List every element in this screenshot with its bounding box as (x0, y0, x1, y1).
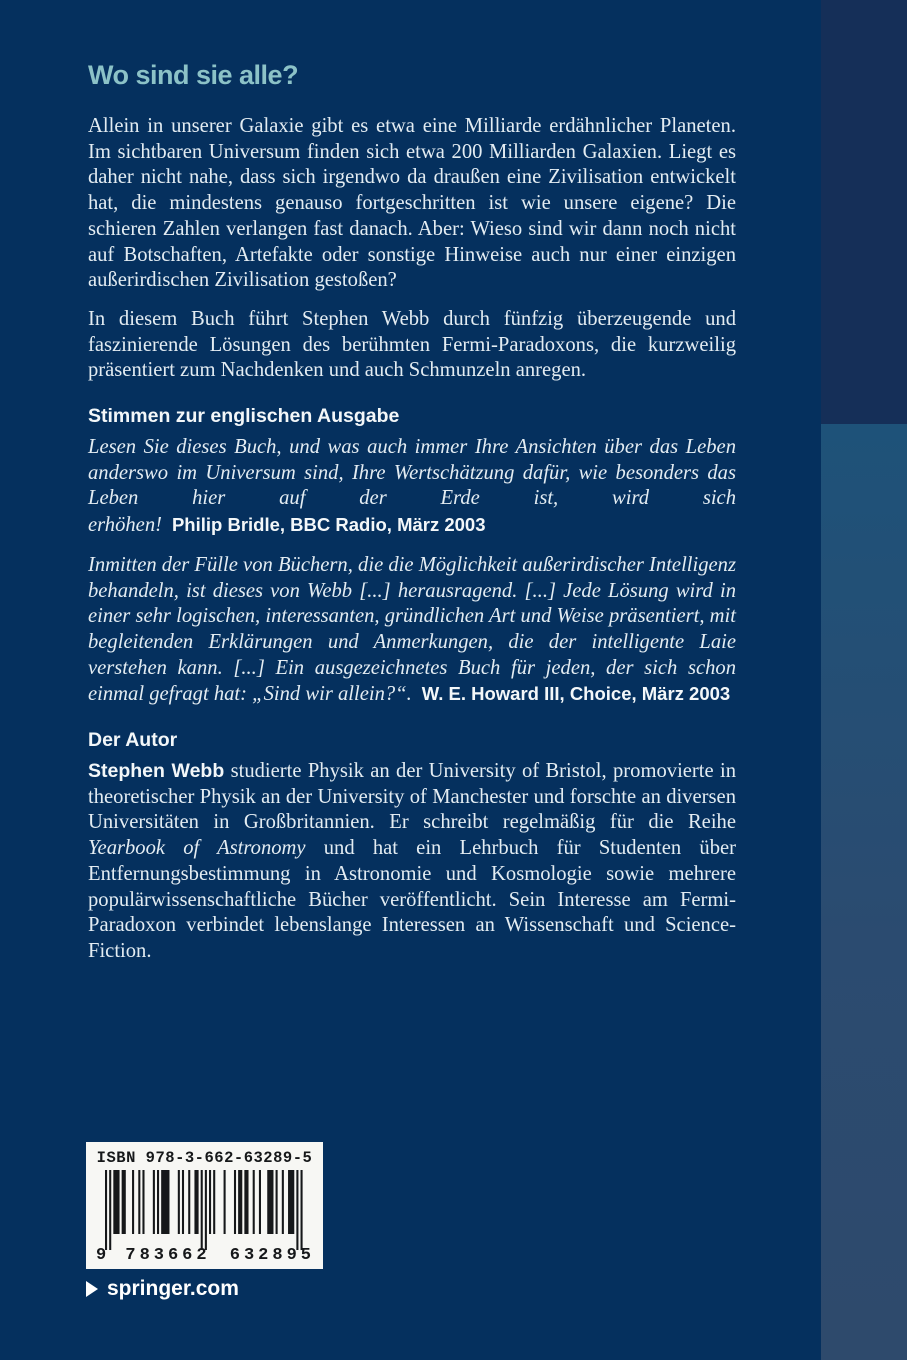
author-series-title: Yearbook of Astronomy (88, 837, 306, 860)
arrow-right-icon (86, 1281, 98, 1297)
spine-band-bottom (821, 424, 907, 1360)
cover-title: Wo sind sie alle? (88, 60, 299, 90)
author-paragraph (88, 759, 736, 965)
barcode-digit-left: 9 (96, 1246, 107, 1265)
author-heading: Der Autor (88, 729, 178, 752)
author-bio-part-1: studierte Physik an der University of Bristol, promovierte in theoretischer Physik an der University of Manchester und forschte an diversen Universitäten in Großbritannien. Er schreibt regelmäßig für die Reihe (88, 760, 737, 834)
review-quote-1-attribution: Philip Bridle, BBC Radio, März 2003 (171, 514, 486, 536)
review-quote-2 (88, 553, 736, 708)
author-name: Stephen Webb (88, 760, 225, 783)
review-quote-1-text: Lesen Sie dieses Buch, und was auch immer Ihre Ansichten über das Leben anderswo im Universum sind, Ihre Wertschätzung dafür, wie besonders das Leben hier auf der Erde ist, wird sich erhöhen! (88, 436, 736, 537)
barcode-digit-group-1: 783662 (125, 1246, 211, 1265)
review-quote-2-text: Inmitten der Fülle von Büchern, die die Möglichkeit außerirdischer Intelligenz behandeln, ist dieses von Webb [...] herausragend. [...] Jede Lösung wird in einer sehr logischen, interessanten, gründlichen Art und Weise präsentiert, mit begleitenden Erklärungen und Anmerkungen, die der intelligente Laie verstehen kann. [...] Ein ausgezeichnetes Buch für jeden, der sich schon einmal gefragt hat: „Sind wir allein?“. (88, 553, 736, 706)
review-quote-2-attribution: W. E. Howard III, Choice, März 2003 (421, 683, 731, 705)
publisher-row (86, 1277, 239, 1301)
publisher-site: springer.com (107, 1277, 239, 1300)
cover-text-block (88, 0, 736, 965)
review-quote-1 (88, 435, 736, 539)
ean13-barcode (99, 1170, 310, 1256)
barcode-digit-group-2: 632895 (229, 1246, 315, 1265)
isbn-barcode-box (86, 1142, 323, 1269)
author-bio-part-2: und hat ein Lehrbuch für Studenten über Entfernungsbestimmung in Astronomie und Kosmologie sowie mehrere populärwissenschaftliche Bücher veröffentlicht. Sein Interesse am Fermi-Paradoxon verbindet lebenslange Interessen an Wissenschaft und Science-Fiction. (88, 837, 736, 962)
blurb-paragraph-2: In diesem Buch führt Stephen Webb durch fünfzig überzeugende und faszinierende Lösungen des berühmten Fermi-Paradoxons, die kurzweilig präsentiert zum Nachdenken und auch Schmunzeln anregen. (88, 307, 736, 382)
blurb-paragraph-1: Allein in unserer Galaxie gibt es etwa eine Milliarde erdähnlicher Planeten. Im sichtbaren Universum finden sich etwa 200 Milliarden Galaxien. Liegt es daher nicht nahe, dass sich irgendwo da draußen eine Zivilisation entwickelt hat, die mindestens genauso fortgeschritten ist wie unsere eigene? Die schieren Zahlen verlangen fast danach. Aber: Wieso sind wir dann noch nicht auf Botschaften, Artefakte oder sonstige Hinweise auch nur einer einzigen außerirdischen Zivilisation gestoßen? (88, 115, 736, 292)
isbn-label: ISBN 978-3-662-63289-5 (96, 1149, 313, 1167)
barcode-digits (96, 1246, 315, 1265)
voices-heading: Stimmen zur englischen Ausgabe (88, 405, 400, 428)
spine-band-top (821, 0, 907, 424)
